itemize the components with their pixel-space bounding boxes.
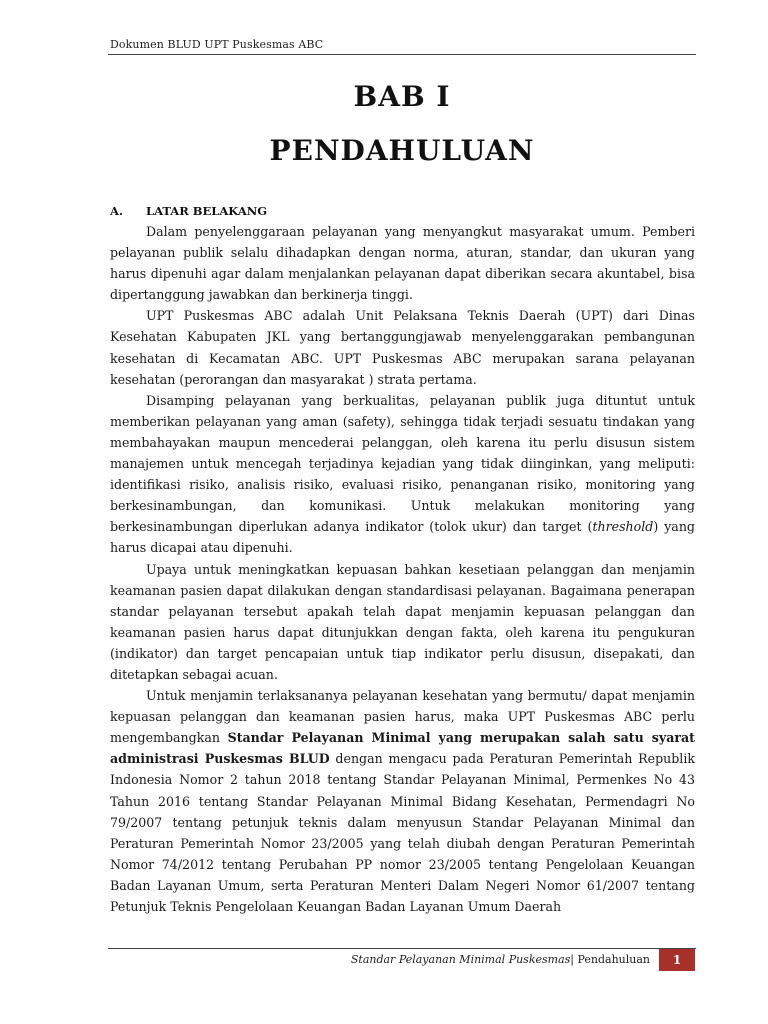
section-number: A. <box>110 204 123 218</box>
header-divider <box>108 54 696 55</box>
paragraph-3-text: Disamping pelayanan yang berkualitas, pelayanan publik juga dituntut untuk memberikan pelayanan yang aman (safety), sehingga tidak terjadi sesuatu tindakan yang membahayakan maupun mencederai pelanggan, oleh karena itu perlu disusun sistem manajemen untuk mencegah terjadinya kejadian yang tidak diinginkan, yang meliputi: identifikasi risiko, analisis risiko, evaluasi risiko, penanganan risiko, monitoring yang berkesinambungan, dan komunikasi. Untuk melakukan monitoring yang berkesinambungan diperlukan adanya indikator (tolok ukur) dan target ( <box>110 392 695 535</box>
paragraph-2: UPT Puskesmas ABC adalah Unit Pelaksana Teknis Daerah (UPT) dari Dinas Kesehatan Kabupaten JKL yang bertanggungjawab menyelenggarakan pembangunan kesehatan di Kecamatan ABC. UPT Puskesmas ABC merupakan sarana pelayanan kesehatan (perorangan dan masyarakat ) strata pertama. <box>110 308 695 387</box>
paragraph-5-emphasis: Standar Pelayanan Minimal yang merupakan salah satu syarat administrasi Puskesmas BLUD <box>110 730 695 767</box>
paragraph-3 <box>110 390 695 559</box>
page-number-badge: 1 <box>659 949 695 971</box>
paragraph-1: Dalam penyelenggaraan pelayanan yang menyangkut masyarakat umum. Pemberi pelayanan publik selalu dihadapkan dengan norma, aturan, standar, dan ukuran yang harus dipenuhi agar dalam menjalankan pelayanan dapat diberikan secara akuntabel, bisa dipertanggung jawabkan dan berkinerja tinggi. <box>110 224 695 303</box>
chapter-title: PENDAHULUAN <box>269 134 535 167</box>
running-footer <box>351 953 650 966</box>
paragraph-5-text: Untuk menjamin terlaksananya pelayanan kesehatan yang bermutu/ dapat menjamin kepuasan pelanggan dan keamanan pasien harus, maka UPT Puskesmas ABC perlu mengembangkan <box>110 688 695 746</box>
chapter-number: BAB I <box>353 80 451 113</box>
body-text <box>110 221 695 917</box>
paragraph-5 <box>110 685 695 917</box>
footer-divider <box>108 948 696 949</box>
paragraph-4: Upaya untuk meningkatkan kepuasan bahkan kesetiaan pelanggan dan menjamin keamanan pasien dapat dilakukan dengan standardisasi pelayanan. Bagaimana penerapan standar pelayanan tersebut apakah telah dapat menjamin kepuasan pelanggan dan keamanan pasien harus dapat ditunjukkan dengan fakta, oleh karena itu pengukuran (indikator) dan target pencapaian untuk tiap indikator perlu disusun, disepakati, dan ditetapkan sebagai acuan. <box>110 561 695 682</box>
footer-separator: | <box>570 953 578 966</box>
running-header: Dokumen BLUD UPT Puskesmas ABC <box>110 38 324 51</box>
section-heading <box>110 204 267 218</box>
section-title: LATAR BELAKANG <box>146 204 268 218</box>
footer-section-name: Pendahuluan <box>577 953 650 966</box>
footer-doc-title: Standar Pelayanan Minimal Puskesmas <box>350 953 571 966</box>
threshold-term: threshold <box>592 519 654 535</box>
paragraph-5-end: dengan mengacu pada Peraturan Pemerintah Republik Indonesia Nomor 2 tahun 2018 tentang Standar Pelayanan Minimal, Permenkes No 43 Tahun 2016 tentang Standar Pelayanan Minimal Bidang Kesehatan, Permendagri No 79/2007 tentang petunjuk teknis dalam menyusun Standar Pelayanan Minimal dan Peraturan Pemerintah Nomor 23/2005 yang telah diubah dengan Peraturan Pemerintah Nomor 74/2012 tentang Perubahan PP nomor 23/2005 tentang Pengelolaan Keuangan Badan Layanan Umum, serta Peraturan Menteri Dalam Negeri Nomor 61/2007 tentang Petunjuk Teknis Pengelolaan Keuangan Badan Layanan Umum Daerah <box>110 751 695 914</box>
paragraph-3-end: ) yang harus dicapai atau dipenuhi. <box>110 519 695 556</box>
